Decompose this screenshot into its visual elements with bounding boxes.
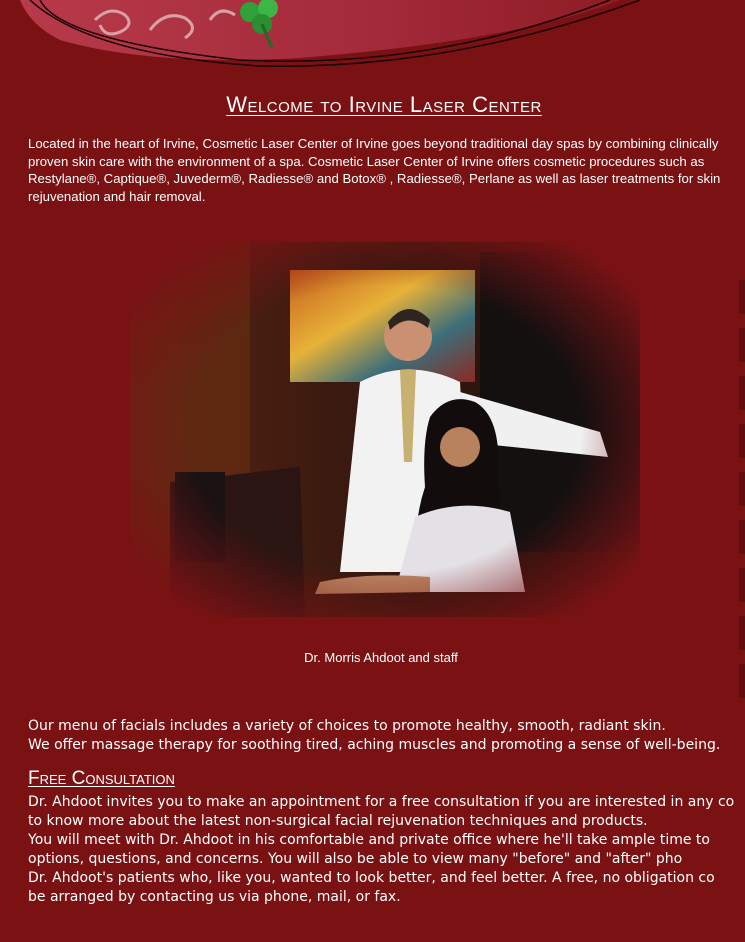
consultation-line: Dr. Ahdoot invites you to make an appointment for a free consultation if you are interested in any co [28, 794, 735, 810]
consultation-line: to know more about the latest non-surgical facial rejuvenation techniques and products. [28, 813, 648, 829]
consultation-line: options, questions, and concerns. You will also be able to view many "before" and "after" pho [28, 851, 683, 867]
menu-line: Our menu of facials includes a variety of choices to promote healthy, smooth, radiant skin. [28, 718, 666, 734]
consultation-line: Dr. Ahdoot's patients who, like you, wanted to look better, and feel better. A free, no obligation co [28, 870, 715, 886]
header-banner-decoration [0, 0, 745, 80]
intro-paragraph: Located in the heart of Irvine, Cosmetic Laser Center of Irvine goes beyond traditional day spas by combining clinically proven skin care with the environment of a spa. Cosmetic Laser Center of Irvine offers cosmetic procedures such as Restylane®, Captique®, Juvederm®, Radiesse® and Botox® , Radiesse®, Perlane as well as laser treatments for skin rejuvenation and hair removal. [28, 136, 721, 204]
office-photo [130, 242, 640, 617]
photo-caption: Dr. Morris Ahdoot and staff [304, 650, 458, 665]
page-title: Welcome to Irvine Laser Center [226, 92, 542, 117]
consultation-paragraph [28, 793, 745, 907]
menu-description [28, 717, 745, 755]
free-consultation-heading: Free Consultation [28, 768, 175, 789]
consultation-line: You will meet with Dr. Ahdoot in his comfortable and private office where he'll take ample time to [28, 832, 710, 848]
menu-line: We offer massage therapy for soothing tired, aching muscles and promoting a sense of well-being. [28, 737, 721, 753]
right-edge-tabs [739, 280, 745, 700]
consultation-line: be arranged by contacting us via phone, mail, or fax. [28, 889, 401, 905]
